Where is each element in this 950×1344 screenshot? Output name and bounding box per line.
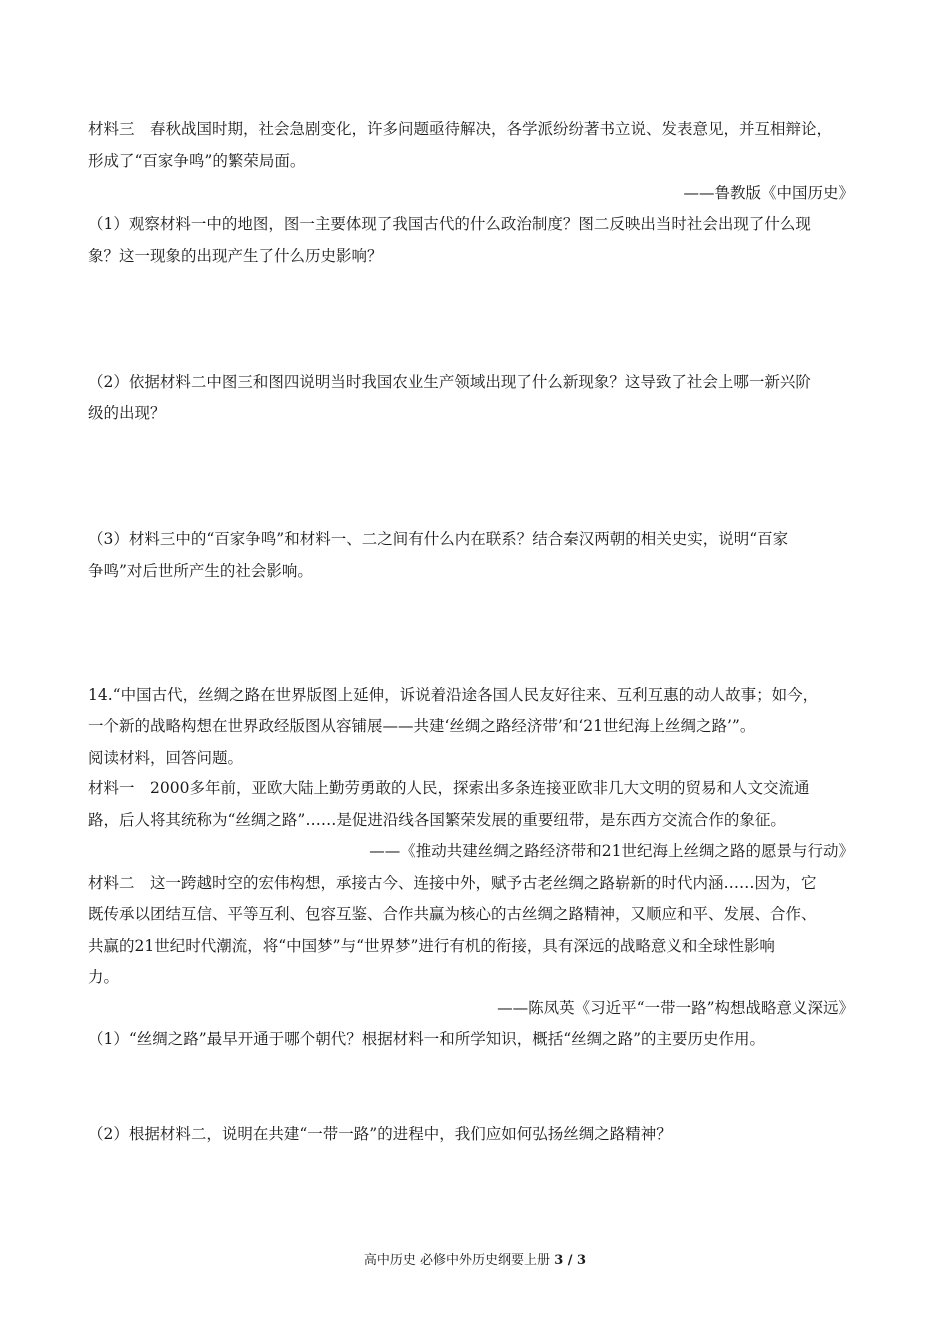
q14-intro-line-2: 一个新的战略构想在世界政经版图从容铺展——共建‘丝绸之路经济带’和‘21世纪海上丝绸之路’”。 [88,717,756,735]
material3-line-1: 材料三 春秋战国时期，社会急剧变化，许多问题亟待解决，各学派纷纷著书立说、发表意见，并互相辩论， [88,120,833,138]
q14-material2-line-2: 既传承以团结互信、平等互利、包容互鉴、合作共赢为核心的古丝绸之路精神，又顺应和平、发展、合作、 [88,905,817,923]
q13-1-line-2: 象？这一现象的出现产生了什么历史影响？ [88,247,383,265]
material3-source: ——鲁教版《中国历史》 [683,184,854,202]
q13-2-line-1: （2）依据材料二中图三和图四说明当时我国农业生产领域出现了什么新现象？这导致了社会上哪一新兴阶 [88,373,811,391]
q13-2-line-2: 级的出现？ [88,404,166,422]
q14-intro-line-3: 阅读材料，回答问题。 [88,749,244,767]
q14-material2-source: ——陈凤英《习近平“一带一路”构想战略意义深远》 [497,999,854,1017]
q14-material2-line-1: 材料二 这一跨越时空的宏伟构想，承接古今、连接中外，赋予古老丝绸之路崭新的时代内涵……因为，它 [88,874,817,892]
q14-question-1: （1）“丝绸之路”最早开通于哪个朝代？根据材料一和所学知识，概括“丝绸之路”的主要历史作用。 [88,1030,766,1048]
q14-question-2: （2）根据材料二，说明在共建“一带一路”的进程中，我们应如何弘扬丝绸之路精神？ [88,1125,672,1143]
q14-material2-line-3: 共赢的21世纪时代潮流，将“中国梦”与“世界梦”进行有机的衔接，具有深远的战略意义和全球性影响 [88,937,775,955]
page-number: 3 / 3 [554,1253,587,1268]
q14-intro-line-1: 14.“中国古代，丝绸之路在世界版图上延伸，诉说着沿途各国人民友好往来、互利互惠的动人故事；如今， [88,686,819,704]
q13-1-line-1: （1）观察材料一中的地图，图一主要体现了我国古代的什么政治制度？图二反映出当时社会出现了什么现 [88,215,811,233]
page-footer [0,1253,950,1269]
material3-line-2: 形成了“百家争鸣”的繁荣局面。 [88,152,306,170]
q13-3-line-1: （3）材料三中的“百家争鸣”和材料一、二之间有什么内在联系？结合秦汉两朝的相关史实，说明“百家 [88,530,789,548]
q14-material1-source: ——《推动共建丝绸之路经济带和21世纪海上丝绸之路的愿景与行动》 [369,842,854,860]
footer-title: 高中历史 必修中外历史纲要上册 [363,1253,555,1268]
q14-material1-line-2: 路，后人将其统称为“丝绸之路”……是促进沿线各国繁荣发展的重要纽带，是东西方交流合作的象征。 [88,811,786,829]
q14-material1-line-1: 材料一 2000多年前，亚欧大陆上勤劳勇敢的人民，探索出多条连接亚欧非几大文明的贸易和人文交流通 [88,779,810,797]
q14-material2-line-4: 力。 [88,968,120,986]
q13-3-line-2: 争鸣”对后世所产生的社会影响。 [88,562,313,580]
